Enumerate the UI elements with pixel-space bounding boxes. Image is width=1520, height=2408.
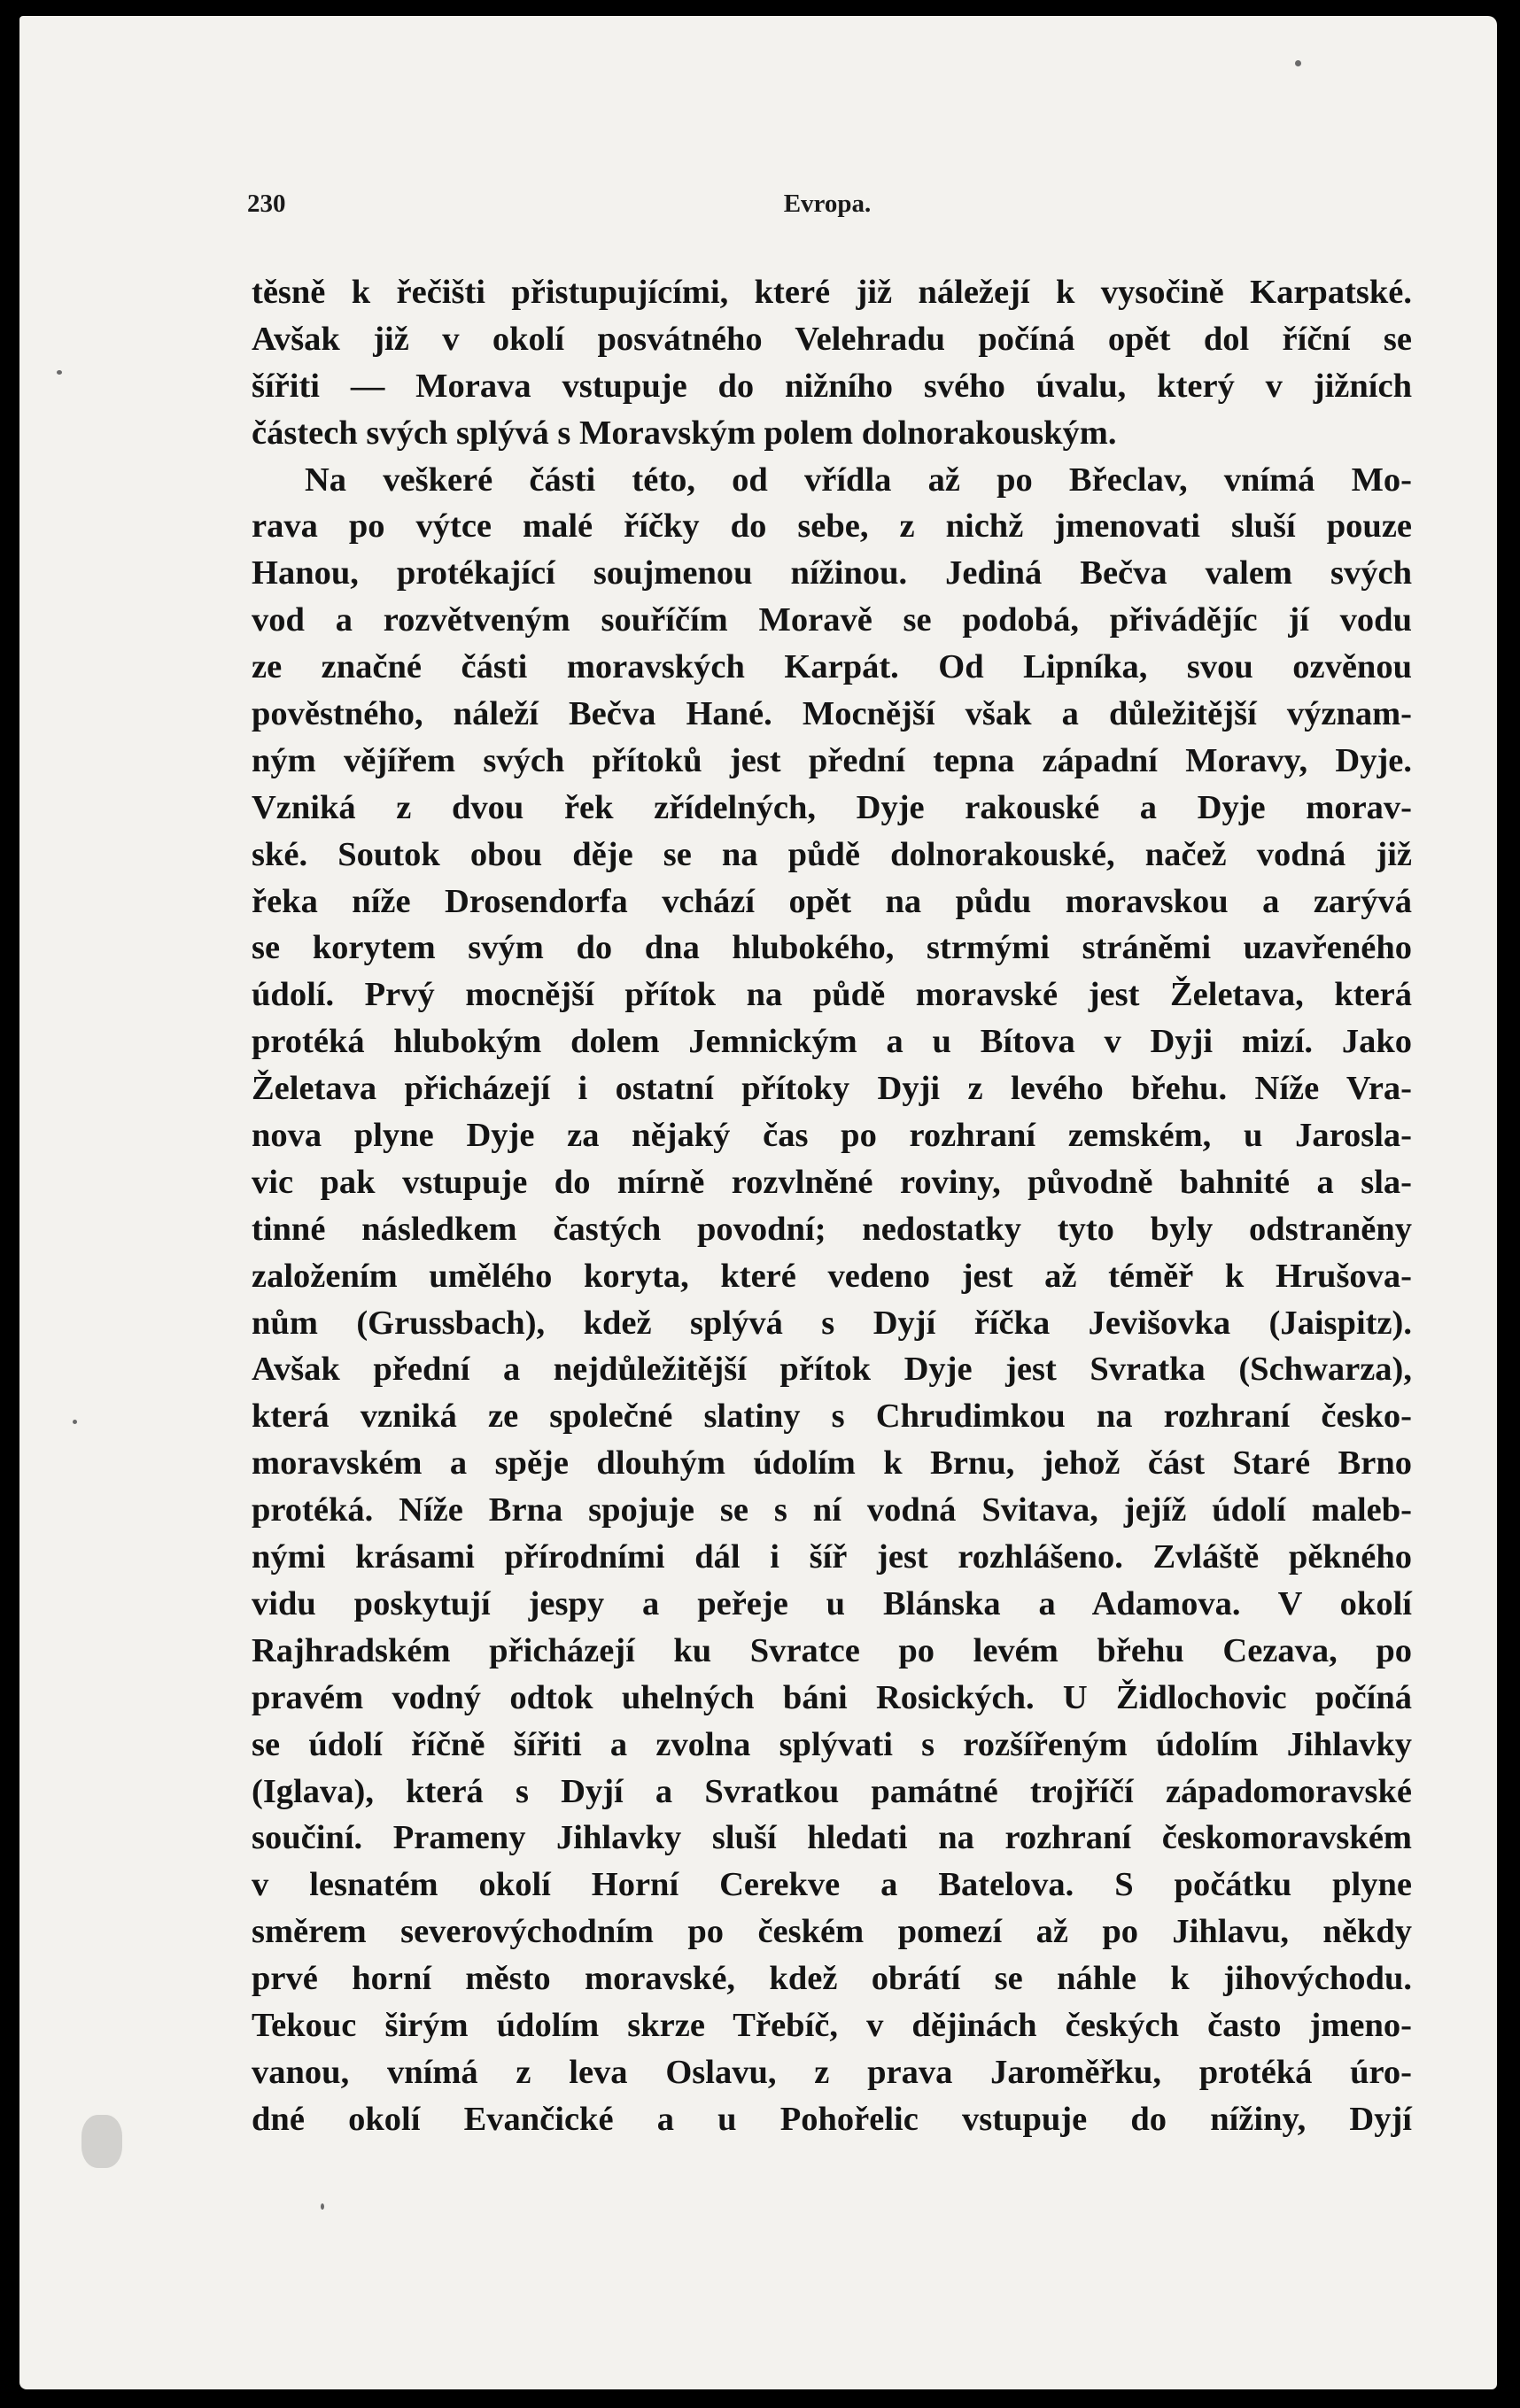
text-line: Želetava přicházejí i ostatní přítoky Dyji z levého břehu. Níže Vra- xyxy=(252,1070,1412,1108)
text-line: ze značné části moravských Karpát. Od Lipníka, svou ozvěnou xyxy=(252,648,1412,686)
page-number: 230 xyxy=(247,190,286,218)
text-line: údolí. Prvý mocnější přítok na půdě moravské jest Želetava, která xyxy=(252,976,1412,1014)
text-line: se údolí říčně šířiti a zvolna splývati s rozšířeným údolím Jihlavky xyxy=(252,1725,1412,1763)
text-line: prvé horní město moravské, kdež obrátí se náhle k jihovýchodu. xyxy=(252,1960,1412,1998)
text-line: nům (Grussbach), kdež splývá s Dyjí říčka Jevišovka (Jaispitz). xyxy=(252,1304,1412,1342)
margin-speck xyxy=(57,370,62,375)
text-line: moravském a spěje dlouhým údolím k Brnu, jehož část Staré Brno xyxy=(252,1444,1412,1483)
margin-speck xyxy=(73,1420,77,1424)
text-line: vic pak vstupuje do mírně rozvlněné roviny, původně bahnité a sla- xyxy=(252,1163,1412,1201)
page-header xyxy=(247,177,1408,239)
text-line: Na veškeré části této, od vřídla až po Břeclav, vnímá Mo- xyxy=(305,461,1412,499)
book-page xyxy=(19,16,1497,2389)
text-line: nova plyne Dyje za nějaký čas po rozhraní zemském, u Jarosla- xyxy=(252,1117,1412,1155)
text-line: řeka níže Drosendorfa vchází opět na půdu moravskou a zarývá xyxy=(252,882,1412,920)
text-line: se korytem svým do dna hlubokého, strmými stráněmi uzavřeného xyxy=(252,929,1412,967)
text-line: vod a rozvětveným souříčím Moravě se podobá, přivádějíc jí vodu xyxy=(252,601,1412,639)
text-line: Rajhradském přicházejí ku Svratce po levém břehu Cezava, po xyxy=(252,1631,1412,1669)
text-line: dné okolí Evančické a u Pohořelic vstupuje do nížiny, Dyjí xyxy=(252,2100,1412,2138)
text-line: součiní. Prameny Jihlavky sluší hledati na rozhraní českomoravském xyxy=(252,1819,1412,1857)
text-line: založením umělého koryta, které vedeno jest až téměř k Hrušova- xyxy=(252,1257,1412,1295)
margin-smudge xyxy=(81,2115,122,2168)
text-line: (Iglava), která s Dyjí a Svratkou památné trojříčí západomoravské xyxy=(252,1772,1412,1810)
text-line: Avšak přední a nejdůležitější přítok Dyje jest Svratka (Schwarza), xyxy=(252,1351,1412,1389)
text-line: tinné následkem častých povodní; nedostatky tyto byly odstraněny xyxy=(252,1210,1412,1248)
body-text xyxy=(252,269,1412,2143)
text-line: šířiti — Morava vstupuje do nižního svého úvalu, který v jižních xyxy=(252,367,1412,405)
text-line: Hanou, protékající soujmenou nížinou. Jediná Bečva valem svých xyxy=(252,554,1412,592)
text-line: pověstného, náleží Bečva Hané. Mocnější však a důležitější význam- xyxy=(252,695,1412,733)
text-line: Avšak již v okolí posvátného Velehradu počíná opět dol říční se xyxy=(252,320,1412,358)
text-line: nými krásami přírodními dál i šíř jest rozhlášeno. Zvláště pěkného xyxy=(252,1538,1412,1576)
text-line: částech svých splývá s Moravským polem dolnorakouským. xyxy=(252,414,1117,452)
text-line: pravém vodný odtok uhelných báni Rosických. U Židlochovic počíná xyxy=(252,1678,1412,1716)
text-line: protéká. Níže Brna spojuje se s ní vodná Svitava, jejíž údolí maleb- xyxy=(252,1491,1412,1529)
text-line: vidu poskytují jespy a peřeje u Blánska a Adamova. V okolí xyxy=(252,1584,1412,1622)
text-line: která vzniká ze společné slatiny s Chrudimkou na rozhraní česko- xyxy=(252,1398,1412,1436)
margin-speck xyxy=(321,2203,324,2210)
text-line: těsně k řečišti přistupujícími, které již náležejí k vysočině Karpatské. xyxy=(252,274,1412,311)
text-line: Tekouc širým údolím skrze Třebíč, v dějinách českých často jmeno- xyxy=(252,2006,1412,2044)
text-line: v lesnatém okolí Horní Cerekve a Batelova. S počátku plyne xyxy=(252,1866,1412,1904)
text-line: rava po výtce malé říčky do sebe, z nichž jmenovati sluší pouze xyxy=(252,507,1412,546)
margin-speck xyxy=(1295,60,1301,66)
text-line: ným vějířem svých přítoků jest přední tepna západní Moravy, Dyje. xyxy=(252,741,1412,779)
text-line: protéká hlubokým dolem Jemnickým a u Bítova v Dyji mizí. Jako xyxy=(252,1023,1412,1061)
text-line: ské. Soutok obou děje se na půdě dolnorakouské, načež vodná již xyxy=(252,835,1412,873)
text-line: Vzniká z dvou řek zřídelných, Dyje rakouské a Dyje morav- xyxy=(252,788,1412,826)
text-line: vanou, vnímá z leva Oslavu, z prava Jaroměřku, protéká úro- xyxy=(252,2053,1412,2091)
running-head: Evropa. xyxy=(783,190,872,218)
text-line: směrem severovýchodním po českém pomezí až po Jihlavu, někdy xyxy=(252,1913,1412,1951)
